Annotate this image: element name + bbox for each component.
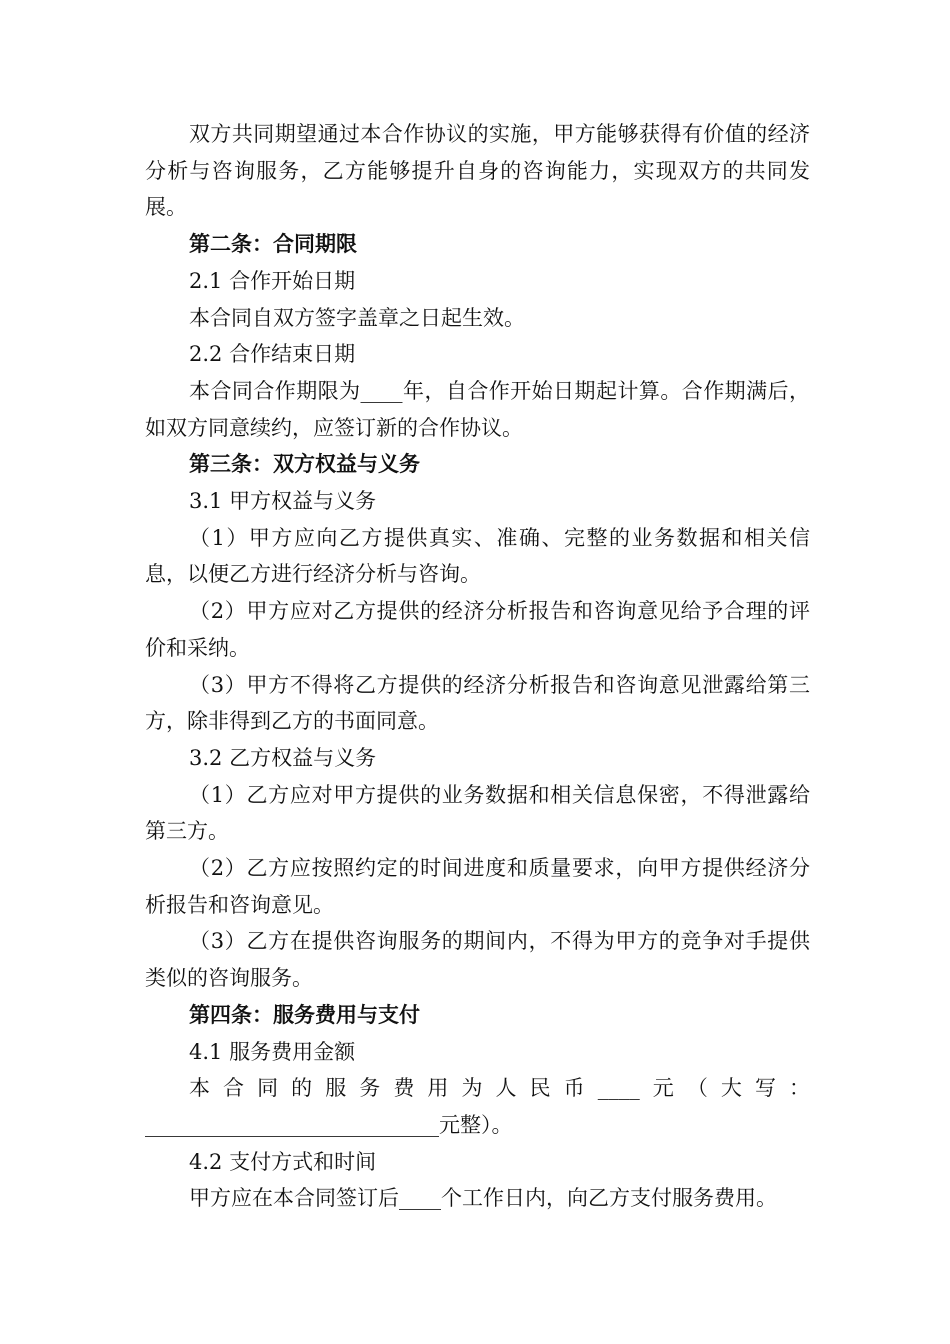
paragraph-2-1: 本合同自双方签字盖章之日起生效。 [189,305,525,330]
heading-article-3: 第三条：双方权益与义务 [189,452,420,477]
subheading-2-1: 2.1 合作开始日期 [189,268,356,293]
subheading-3-2: 3.2 乙方权益与义务 [189,745,377,770]
list-item-3-1-1: （1）甲方应向乙方提供真实、准确、完整的业务数据和相关信息，以便乙方进行经济分析与咨询。 [145,525,810,587]
list-item-3-2-3: （3）乙方在提供咨询服务的期间内，不得为甲方的竞争对手提供类似的咨询服务。 [145,929,810,991]
list-item-3-1-2: （2）甲方应对乙方提供的经济分析报告和咨询意见给予合理的评价和采纳。 [145,599,810,660]
paragraph-4-2: 甲方应在本合同签订后____个工作日内，向乙方支付服务费用。 [189,1186,777,1211]
subheading-4-2: 4.2 支付方式和时间 [189,1149,377,1174]
heading-article-4: 第四条：服务费用与支付 [189,1002,420,1027]
paragraph-2-2: 本合同合作期限为____年，自合作开始日期起计算。合作期满后，如双方同意续约，应签订新的合作协议。 [145,378,810,440]
list-item-3-2-1: （1）乙方应对甲方提供的业务数据和相关信息保密，不得泄露给第三方。 [145,782,810,844]
subheading-3-1: 3.1 甲方权益与义务 [189,489,377,514]
document-body [145,116,810,1217]
subheading-4-1: 4.1 服务费用金额 [189,1039,356,1064]
list-item-3-2-2: （2）乙方应按照约定的时间进度和质量要求，向甲方提供经济分析报告和咨询意见。 [145,856,810,917]
list-item-3-1-3: （3）甲方不得将乙方提供的经济分析报告和咨询意见泄露给第三方，除非得到乙方的书面同意。 [145,672,810,734]
subheading-2-2: 2.2 合作结束日期 [189,342,356,367]
paragraph-4-1: 本合同的服务费用为人民币____元（大写：____________________________元整）。 [145,1076,810,1137]
paragraph-intro: 双方共同期望通过本合作协议的实施，甲方能够获得有价值的经济分析与咨询服务，乙方能够提升自身的咨询能力，实现双方的共同发展。 [145,122,810,220]
heading-article-2: 第二条：合同期限 [189,232,357,257]
